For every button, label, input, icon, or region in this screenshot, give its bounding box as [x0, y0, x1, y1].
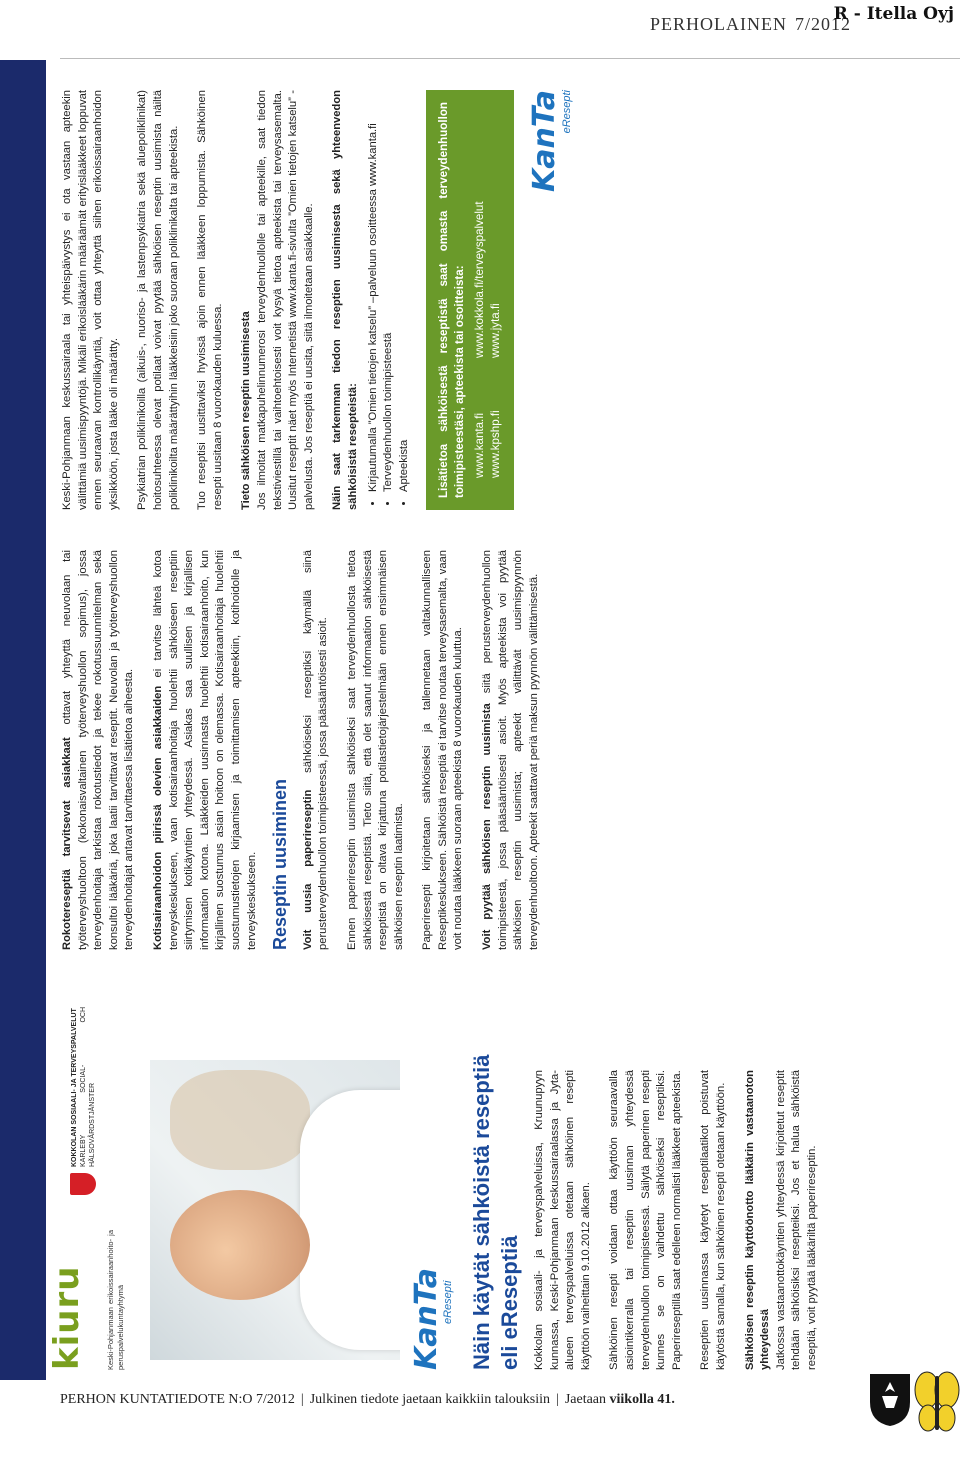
col2-p3-text: sähköiseksi reseptiksi käymällä siinä perusterveydenhuollon toimipisteessä, jossa pääsääntöisesti asioit. [301, 550, 330, 950]
col2-paragraph-6 [480, 550, 542, 950]
eresepti-wordmark-bottom: eResepti [561, 90, 574, 134]
info-links [472, 102, 504, 478]
col2-p1-text: ottavat yhteyttä neuvolaan tai työterveyshuoltoon (kokonaisvaltainen työterveyshuollon sopimus), jossa terveydenhoitaja tarkistaa rokotustiedot ja tekee rokotussuunnitelman sekä konsultoi lääkäriä, joka laatii tarvittavat reseptit. Neuvolan ja työterveyshuollon terveydenhoitajat antavat tarvittaessa lisätietoa aiheesta. [61, 550, 136, 950]
kokkola-logo [70, 1007, 97, 1195]
kanta-logo-bottom [527, 90, 576, 510]
info-box [426, 90, 514, 510]
col2-paragraph-1 [60, 550, 138, 950]
perho-crest-icon [868, 1372, 912, 1428]
col2-p2-text: ei tarvitse lähteä kotoa terveyskeskukseen, vaan kotisairaanhoitaja huolehtii sähköiseen reseptiin siirtymisen kotikäyntien yhteydessä. Asiakas saa suullisen ja kirjallisen informaation kotona. Lääkkeiden uusinnasta huolehtii kotisairaanhoito, kun kirjallinen suostumus asian hoitoon on olemassa. Kotisairaanhoitaja huolehtii suostumustietojen kirjaamisen ja toimittamisen apteekkiin, kotihoidolle ja terveyskeskukseen. [151, 550, 258, 950]
col1-paragraph-4: Jatkossa vastaanottokäyntien yhteydessä kirjoitetut reseptit tehdään sähköisiksi resepteiksi. Jos et halua sähköistä reseptiä, voit pyytää lääkäriltä paperireseptin. [774, 1070, 818, 1370]
col1-paragraph-3: Reseptien uusinnassa käytetyt reseptilaatikot poistuvat käytöstä samalla, kun sähköinen resepti otetaan käyttöön. [699, 1070, 727, 1370]
link-kokkola[interactable]: www.kokkola.fi/terveyspalvelut [473, 201, 487, 358]
link-jyta[interactable]: www.jyta.fi [489, 303, 503, 358]
header-divider [60, 58, 960, 59]
col2-paragraph-3 [301, 550, 332, 950]
col2-p2-lead: Kotisairaanhoidon piirissä olevien asiakkaiden [151, 685, 164, 950]
kiuru-logo: kiuru [47, 1265, 87, 1370]
col2-paragraph-5: Paperiresepti kirjoitetaan sähköiseksi ja tallennetaan valtakunnalliseen Reseptikeskukseen. Sähköistä reseptiä ei tarvitse noutaa terveysasemalta, vaan voit noutaa lääkkeen suoraan apteekista 8 vuorokauden kuluttua. [421, 550, 465, 950]
footer-week-label: Jaetaan [564, 1392, 607, 1407]
footer-prefix: PERHON KUNTATIEDOTE N:O 7/2012 [60, 1392, 295, 1407]
kokkola-line-2: KARLEBY SOCIAL- OCH HÄLSOVÅRDSTJÄNSTER [80, 1007, 96, 1167]
article-column-3 [60, 90, 576, 510]
logo-row [47, 1007, 125, 1370]
kanta-wordmark: KanTa [409, 1268, 444, 1370]
doctor-photo [150, 1060, 400, 1360]
list-item: • Kirjautumalla ”Omien tietojen katselu” –palveluun osoitteessa www.kanta.fi [366, 90, 382, 492]
link-kpshp[interactable]: www.kpshp.fi [489, 410, 503, 478]
footer-separator: | [556, 1392, 559, 1407]
col1-subheading: Sähköisen reseptin käyttöönotto lääkärin vastaanoton yhteydessä [743, 1070, 772, 1370]
company-label: R - Itella Oyj [833, 4, 954, 24]
col2-p6-text: siitä perusterveydenhuollon toimipisteestä, jossa pääsääntöisesti asioit. Myös apteekista voi pyytää sähköisen reseptin uusimista; apteekit välittävät uusimispyynnön terveydenhuoltoon. Apteekit saattavat periä maksun pyynnön välittämisestä. [481, 550, 540, 950]
col2-paragraph-2 [151, 550, 260, 950]
col1-paragraph-2: Sähköinen resepti voidaan ottaa käyttöön seuraavalla asiointikerralla tai reseptin uusinnan yhteydessä terveydenhuollon toimipisteessä. Säilytä paperinen resepti kunnes se on vaihdettu sähköiseksi reseptiksi. Paperireseptillä saat edelleen normalisti lääkkeet apteekista. [608, 1070, 683, 1370]
col2-p3-lead: Voit uusia paperireseptin [301, 789, 314, 950]
article-frame [47, 70, 920, 1370]
column-1-body [532, 1070, 834, 1370]
col3-paragraph-4: Jos ilmoitat matkapuhelinnumerosi terveydenhuollolle tai apteekille, saat tiedon tekstiviestillä tai vaihtoehtoisesti voit kysyä tietoa apteekista tai terveysasemalta. Uusitut reseptit näet myös Internetistä www.kanta.fi-sivulta ”Omien tietojen katselu” -palvelusta. Jos reseptiä ei uusita, siitä ilmoitetaan asiakkaalle. [255, 90, 315, 510]
info-box-text: Lisätietoa sähköisestä reseptistä saat omasta terveydenhuollon toimipisteestäsi, apteekista tai osoitteista: [437, 102, 467, 498]
col3-subheading-1: Tieto sähköisen reseptin uusimisesta [240, 311, 253, 510]
footer-separator: | [300, 1392, 304, 1407]
page-footer [60, 1392, 675, 1408]
col2-p1-lead: Rokotereseptiä tarvitsevat asiakkaat [61, 737, 73, 950]
kiuru-subtitle: Keski-Pohjanmaan erikoissairaanhoito- ja peruspalvelukuntayhtymä [106, 1230, 125, 1370]
col2-paragraph-4: Ennen paperireseptin uusimista sähköiseksi saat terveydenhuollosta tietoa sähköisestä reseptistä. Tieto siitä, että olet saanut informaation sähköisestä reseptistä on oltava kirjattuna potilastietojärjestelmään ennen ensimmäisen sähköisen reseptin laatimista. [345, 550, 405, 950]
link-kanta[interactable]: www.kanta.fi [473, 412, 487, 478]
background-person [170, 1070, 310, 1170]
publication-header [650, 14, 851, 35]
doctor-face [170, 1190, 310, 1300]
issue-number: 7/2012 [795, 14, 852, 34]
col2-p6-lead: Voit pyytää sähköisen reseptin uusimista [481, 703, 494, 950]
article-column-1 [47, 1007, 125, 1370]
eresepti-wordmark: eResepti [442, 1280, 454, 1324]
kokkola-shield-icon [70, 1173, 96, 1195]
col3-subheading-2: Näin saat tarkemman tiedon reseptien uusimisesta sekä yhteenvedon sähköisistä resepteistä: [331, 90, 359, 510]
col3-paragraph-2: Psykiatrian poliklinikoilla (aikuis-, nuoriso- ja lastenpsykiatria sekä aluepoliklinikat) hoitosuhteessa olevat potilaat voivat pyytää sähköisen reseptin uusimista näiltä poliklinikoilta määrättyihin lääkkeisiin joko suoraan poliklinikalta tai apteekista. [136, 90, 180, 510]
footer-week: viikolla 41. [609, 1392, 675, 1407]
kanta-wordmark-bottom: KanTa [527, 90, 563, 192]
col3-paragraph-3: Tuo reseptisi uusittaviksi hyvissä ajoin ennen lääkkeen loppumista. Sähköinen resepti uusitaan 8 vuorokauden kuluessa. [196, 90, 224, 510]
butterfly-icon [914, 1368, 960, 1438]
col3-paragraph-1: Keski-Pohjanmaan keskussairaala tai yhteispäivystys ei ota vastaan apteekin välittämiä uusimispyyntöjä. Mikäli erikoislääkärin määräämät erityislääkkeet loppuvat ennen seuraavan kontrollikäyntiä, voit ottaa yhteyttä siihen erikoissairaanhoidon yksikköön, josta lääke oli määrätty. [61, 90, 120, 510]
kanta-logo [409, 1250, 458, 1370]
sidebar-band [0, 60, 46, 1380]
section-title-renewal: Reseptin uusiminen [270, 778, 291, 950]
article-column-2 [60, 550, 555, 950]
article-title: Näin käytät sähköistä reseptiä eli eReseptiä [469, 1054, 522, 1370]
white-coat [300, 1090, 400, 1350]
publication-name: PERHOLAINEN [650, 14, 787, 34]
list-item: • Terveydenhuollon toimipisteestä [381, 90, 397, 492]
footer-distribution: Julkinen tiedote jaetaan kaikkiin talouksiin [309, 1392, 551, 1407]
list-item: • Apteekista [397, 90, 413, 492]
info-bullet-list [366, 90, 413, 492]
kokkola-line-1: KOKKOLAN SOSIAALI- JA TERVEYSPALVELUT [71, 1008, 78, 1167]
col1-paragraph-1: Kokkolan sosiaali- ja terveyspalveluissa, Kruunupyyn kunnassa, Keski-Pohjanmaan keskussairaalassa ja Jyta-alueen terveyspalveluissa otetaan sähköinen resepti käyttöön vaiheittain 9.10.2012 alkaen. [533, 1070, 592, 1370]
